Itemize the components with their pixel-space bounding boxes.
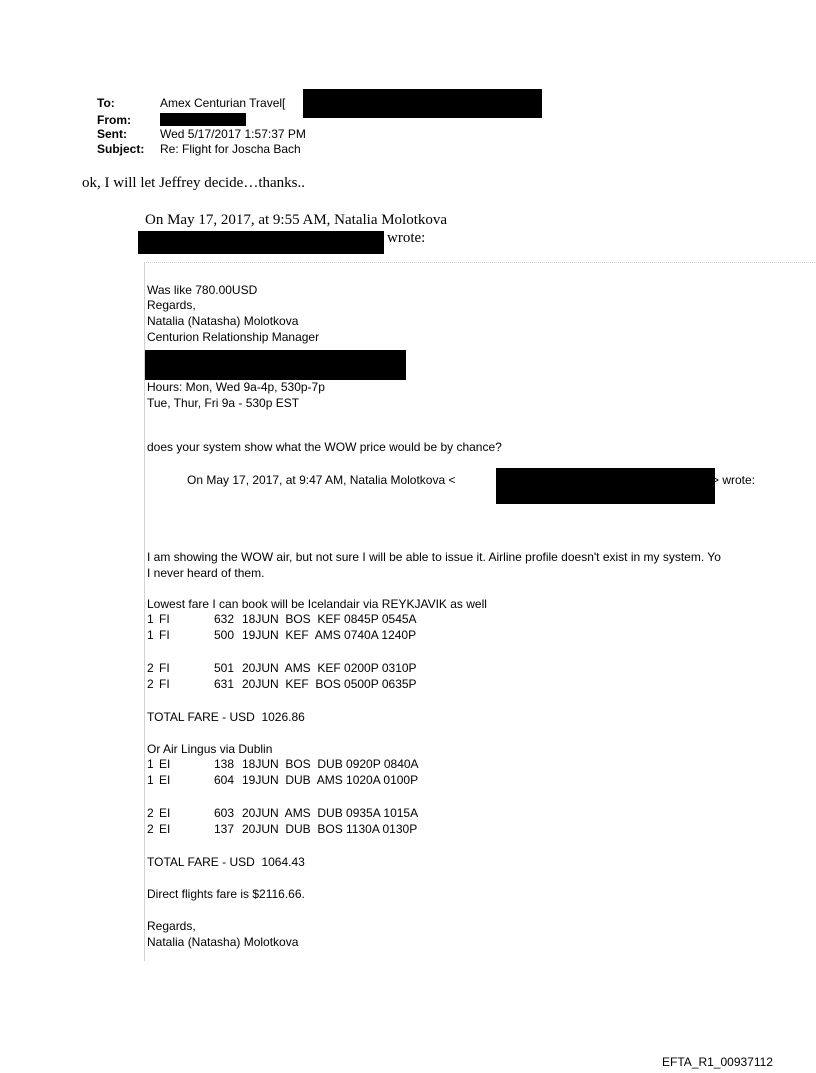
aerlingus-total: TOTAL FARE - USD 1064.43 — [147, 855, 305, 869]
redaction-box — [145, 350, 406, 380]
regards-text: Regards, — [147, 919, 196, 933]
redaction-box — [496, 468, 715, 504]
flight-segment: 1 — [147, 612, 154, 626]
flight-carrier: FI — [159, 612, 170, 626]
message1-line: Natalia (Natasha) Molotkova — [147, 314, 299, 328]
flight-number: 631 — [214, 677, 235, 691]
flight-number: 604 — [214, 773, 235, 787]
flight-number: 501 — [214, 661, 235, 675]
to-row — [97, 96, 285, 110]
flight-detail: 18JUN BOS DUB 0920P 0840A — [242, 757, 419, 771]
message2-intro-line2: I never heard of them. — [147, 566, 265, 580]
quote2-attribution-prefix: On May 17, 2017, at 9:47 AM, Natalia Molotkova < — [187, 473, 456, 487]
flight-carrier: EI — [159, 773, 171, 787]
redaction-box — [138, 231, 384, 254]
subject-value: Re: Flight for Joscha Bach — [160, 142, 301, 156]
flight-number: 138 — [214, 757, 235, 771]
quote1-attribution-line1: On May 17, 2017, at 9:55 AM, Natalia Molotkova — [145, 212, 448, 228]
flight-segment: 1 — [147, 757, 154, 771]
flight-detail: 20JUN AMS DUB 0935A 1015A — [242, 806, 419, 820]
subject-label: Subject: — [97, 142, 145, 156]
flight-detail: 19JUN KEF AMS 0740A 1240P — [242, 628, 417, 642]
direct-fare-text: Direct flights fare is $2116.66. — [147, 887, 305, 901]
redaction-box — [303, 89, 542, 118]
flight-detail: 20JUN AMS KEF 0200P 0310P — [242, 661, 417, 675]
message1-line: Centurion Relationship Manager — [147, 330, 320, 344]
flight-segment: 1 — [147, 628, 154, 642]
flight-carrier: EI — [159, 806, 171, 820]
flight-carrier: FI — [159, 677, 170, 691]
message2-intro-line1: I am showing the WOW air, but not sure I will be able to issue it. Airline profile doesn't exist in my system. Yo — [147, 550, 721, 564]
flight-number: 500 — [214, 628, 235, 642]
message1-line: Was like 780.00USD — [147, 283, 258, 297]
quote2-attribution-suffix: > wrote: — [712, 473, 756, 487]
flight-carrier: EI — [159, 822, 171, 836]
sent-row — [97, 127, 306, 141]
message1-line: Regards, — [147, 298, 196, 312]
flight-number: 137 — [214, 822, 235, 836]
icelandair-heading: Lowest fare I can book will be Icelandair via REYKJAVIK as well — [147, 597, 487, 611]
aerlingus-heading: Or Air Lingus via Dublin — [147, 742, 273, 756]
flight-number: 603 — [214, 806, 235, 820]
from-label: From: — [97, 113, 131, 127]
flight-carrier: FI — [159, 628, 170, 642]
document-id: EFTA_R1_00937112 — [662, 1055, 773, 1069]
reply-text: ok, I will let Jeffrey decide…thanks.. — [82, 175, 305, 191]
flight-segment: 2 — [147, 806, 154, 820]
redaction-box — [160, 113, 246, 126]
hours-line1: Hours: Mon, Wed 9a-4p, 530p-7p — [147, 380, 325, 394]
hours-line2: Tue, Thur, Fri 9a - 530p EST — [147, 396, 300, 410]
flight-segment: 2 — [147, 677, 154, 691]
question-text: does your system show what the WOW price would be by chance? — [147, 440, 502, 454]
flight-detail: 20JUN DUB BOS 1130A 0130P — [242, 822, 418, 836]
flight-segment: 1 — [147, 773, 154, 787]
flight-detail: 18JUN BOS KEF 0845P 0545A — [242, 612, 417, 626]
flight-carrier: EI — [159, 757, 171, 771]
sent-value: Wed 5/17/2017 1:57:37 PM — [160, 127, 306, 141]
to-value: Amex Centurian Travel[ — [160, 96, 286, 110]
sent-label: Sent: — [97, 127, 127, 141]
from-row — [97, 113, 160, 127]
to-label: To: — [97, 96, 115, 110]
flight-number: 632 — [214, 612, 235, 626]
flight-segment: 2 — [147, 822, 154, 836]
quote1-attribution-line2: wrote: — [387, 230, 426, 246]
flight-segment: 2 — [147, 661, 154, 675]
icelandair-total: TOTAL FARE - USD 1026.86 — [147, 710, 305, 724]
subject-row — [97, 142, 301, 156]
flight-detail: 19JUN DUB AMS 1020A 0100P — [242, 773, 419, 787]
flight-detail: 20JUN KEF BOS 0500P 0635P — [242, 677, 417, 691]
flight-carrier: FI — [159, 661, 170, 675]
signature-name: Natalia (Natasha) Molotkova — [147, 935, 299, 949]
